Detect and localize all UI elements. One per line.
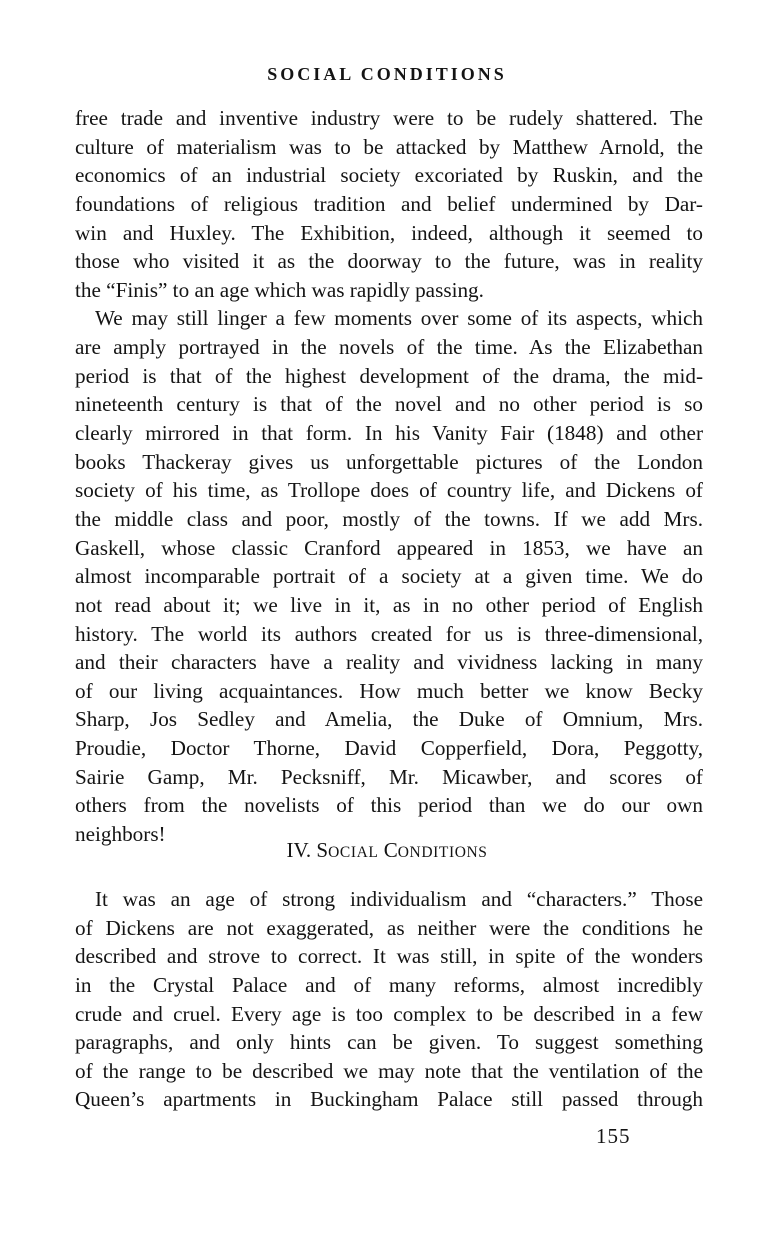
text-line: are amply portrayed in the novels of the time. As the Elizabethan [75, 335, 703, 360]
text-line: economics of an industrial society excoriated by Ruskin, and the [75, 163, 703, 188]
text-line: Queen’s apartments in Buckingham Palace still passed through [75, 1087, 703, 1112]
text-line: foundations of religious tradition and belief undermined by Dar- [75, 191, 703, 216]
section-word-conditions: CONDITIONS [383, 838, 488, 862]
section-word-social: SOCIAL [316, 838, 379, 862]
text-line: books Thackeray gives us unforgettable pictures of the London [75, 449, 703, 474]
text-line: crude and cruel. Every age is too complex to be described in a few [75, 1001, 703, 1026]
text-line: neighbors! [75, 822, 166, 847]
text-line: society of his time, as Trollope does of country life, and Dickens of [75, 478, 703, 503]
text-line: and their characters have a reality and vividness lacking in many [75, 650, 703, 675]
text-line: of our living acquaintances. How much better we know Becky [75, 678, 703, 703]
text-line: others from the novelists of this period than we do our own [75, 793, 703, 818]
running-head: SOCIAL CONDITIONS [267, 64, 507, 84]
body-text-bottom [75, 885, 703, 1114]
text-line: history. The world its authors created for us is three-dimensional, [75, 621, 703, 646]
text-line: almost incomparable portrait of a society at a given time. We do [75, 564, 703, 589]
text-line: in the Crystal Palace and of many reforms, almost incredibly [75, 972, 703, 997]
text-line: those who visited it as the doorway to the future, was in reality [75, 249, 703, 274]
text-line: of Dickens are not exaggerated, as neither were the conditions he [75, 915, 703, 940]
text-line: clearly mirrored in that form. In his Vanity Fair (1848) and other [75, 421, 703, 446]
section-heading [0, 836, 774, 867]
text-line: Gaskell, whose classic Cranford appeared in 1853, we have an [75, 535, 703, 560]
page-number: 155 [596, 1124, 631, 1148]
text-line: free trade and inventive industry were to be rudely shattered. The [75, 106, 703, 130]
text-line: We may still linger a few moments over some of its aspects, which [95, 306, 703, 331]
text-line: Sairie Gamp, Mr. Pecksniff, Mr. Micawber, and scores of [75, 764, 703, 789]
body-text-top [75, 104, 703, 849]
text-line: It was an age of strong individualism and “characters.” Those [95, 887, 703, 911]
text-line: nineteenth century is that of the novel and no other period is so [75, 392, 703, 417]
text-line: the middle class and poor, mostly of the towns. If we add Mrs. [75, 506, 703, 531]
section-numeral: IV. [286, 838, 312, 862]
text-line: Sharp, Jos Sedley and Amelia, the Duke of Omnium, Mrs. [75, 707, 703, 732]
text-line: of the range to be described we may note that the ventilation of the [75, 1058, 703, 1083]
text-line: not read about it; we live in it, as in no other period of English [75, 592, 703, 617]
text-line: period is that of the highest development of the drama, the mid- [75, 363, 703, 388]
text-line: the “Finis” to an age which was rapidly passing. [75, 277, 484, 302]
text-line: paragraphs, and only hints can be given. To suggest something [75, 1030, 703, 1055]
text-line: win and Huxley. The Exhibition, indeed, although it seemed to [75, 220, 703, 245]
text-line: described and strove to correct. It was still, in spite of the wonders [75, 944, 703, 969]
text-line: culture of materialism was to be attacked by Matthew Arnold, the [75, 134, 703, 159]
text-line: Proudie, Doctor Thorne, David Copperfield, Dora, Peggotty, [75, 736, 703, 761]
